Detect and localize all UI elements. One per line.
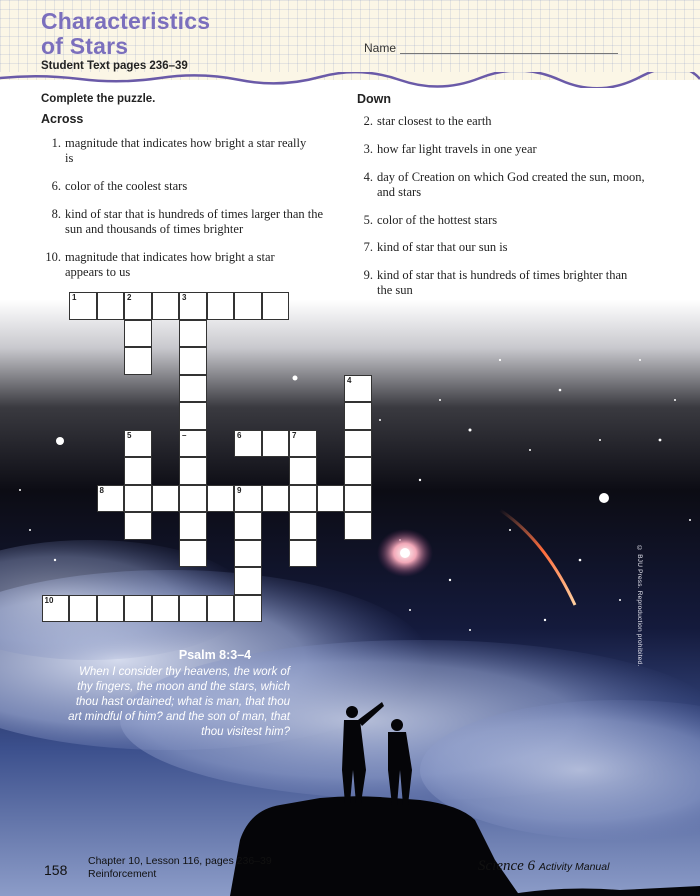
down-clue-7 (353, 240, 653, 255)
clue-number: 9. (363, 268, 373, 282)
crossword-cell[interactable] (179, 375, 207, 403)
clue-text: kind of star that our sun is (377, 240, 508, 254)
crossword-cell[interactable] (207, 595, 235, 623)
cell-number: 5 (127, 430, 132, 440)
crossword-cell[interactable] (344, 512, 372, 540)
crossword-cell[interactable] (289, 457, 317, 485)
crossword-cell[interactable] (344, 430, 372, 458)
crossword-cell[interactable] (124, 430, 152, 458)
clue-number: 10. (45, 250, 61, 264)
name-label: Name (364, 41, 397, 55)
across-heading: Across (41, 112, 84, 126)
crossword-cell[interactable] (262, 430, 290, 458)
cell-number: 6 (237, 430, 242, 440)
clue-number: 6. (51, 179, 61, 193)
clue-text: how far light travels in one year (377, 142, 537, 156)
crossword-cell[interactable] (179, 347, 207, 375)
crossword-cell[interactable] (179, 402, 207, 430)
crossword-cell[interactable] (262, 485, 290, 513)
lesson-line: Chapter 10, Lesson 116, pages 236–39 (88, 855, 272, 867)
across-clue-8 (41, 207, 341, 237)
crossword-cell[interactable] (124, 595, 152, 623)
clue-text: magnitude that indicates how bright a star really is (65, 136, 307, 165)
clue-number: 3. (363, 142, 373, 156)
crossword-cell[interactable] (289, 485, 317, 513)
crossword-cell[interactable] (179, 485, 207, 513)
crossword-cell[interactable] (289, 540, 317, 568)
clue-text: day of Creation on which God created the sun, moon, and stars (377, 170, 645, 199)
page-title-line2: of Stars (41, 33, 129, 59)
clue-text: color of the hottest stars (377, 213, 498, 227)
crossword-cell[interactable] (124, 485, 152, 513)
cell-number: 8 (99, 485, 104, 495)
across-clue-1 (41, 136, 311, 166)
crossword-cell[interactable] (289, 512, 317, 540)
clue-number: 5. (363, 213, 373, 227)
across-clue-6 (41, 179, 331, 194)
crossword-cell[interactable] (234, 595, 262, 623)
crossword-cell[interactable] (234, 540, 262, 568)
crossword-cell[interactable] (69, 595, 97, 623)
crossword-cell[interactable] (289, 430, 317, 458)
crossword-cell[interactable] (179, 320, 207, 348)
crossword-cell[interactable] (234, 430, 262, 458)
cell-number: 4 (347, 375, 352, 385)
book-title (478, 858, 609, 875)
cell-number: 2 (127, 293, 132, 302)
crossword-cell[interactable] (179, 430, 207, 458)
crossword-cell[interactable] (124, 457, 152, 485)
clue-text: kind of star that is hundreds of times larger than the sun and thousands of times brighter (65, 207, 324, 236)
cell-number: – (182, 430, 187, 440)
crossword-cell[interactable] (344, 402, 372, 430)
copyright-notice: © BJU Press. Reproduction prohibited. (636, 545, 643, 667)
psalm-reference: Psalm 8:3–4 (178, 648, 252, 662)
crossword-cell[interactable] (42, 595, 70, 623)
crossword-cell[interactable] (234, 485, 262, 513)
cell-number: 3 (182, 293, 187, 302)
cell-number: 7 (292, 430, 297, 440)
clue-number: 2. (363, 114, 373, 128)
crossword-cell[interactable] (97, 595, 125, 623)
crossword-cell[interactable] (179, 512, 207, 540)
lesson-type: Reinforcement (88, 868, 157, 880)
clue-number: 7. (363, 240, 373, 254)
crossword-cell[interactable] (179, 595, 207, 623)
page-number: 158 (44, 862, 68, 878)
crossword-cell[interactable] (234, 512, 262, 540)
crossword-cell[interactable] (207, 485, 235, 513)
crossword-cell[interactable] (124, 347, 152, 375)
crossword-cell[interactable] (152, 485, 180, 513)
crossword-cell[interactable] (97, 485, 125, 513)
page-subtitle: Student Text pages 236–39 (41, 60, 188, 72)
crossword-cell[interactable] (124, 320, 152, 348)
name-field[interactable] (400, 53, 618, 54)
down-clue-2 (353, 114, 653, 129)
crossword-cell[interactable] (124, 512, 152, 540)
crossword-cell[interactable] (344, 457, 372, 485)
clue-text: magnitude that indicates how bright a star appears to us (65, 250, 275, 279)
crossword-cell[interactable] (179, 292, 207, 320)
page-title-line1: Characteristics (41, 8, 211, 34)
crossword-cell[interactable] (344, 375, 372, 403)
book-title-sub: Activity Manual (538, 861, 610, 873)
clue-number: 4. (363, 170, 373, 184)
crossword-cell[interactable] (234, 292, 262, 320)
across-clue-10 (41, 250, 291, 280)
crossword-cell[interactable] (234, 567, 262, 595)
instructions: Complete the puzzle. (41, 93, 156, 105)
down-clue-3 (353, 142, 653, 157)
clue-number: 1. (51, 136, 61, 150)
down-clue-4 (353, 170, 653, 200)
crossword-cell[interactable] (179, 457, 207, 485)
clue-number: 8. (51, 207, 61, 221)
book-title-main: Science 6 (478, 858, 536, 874)
crossword-cell[interactable] (207, 292, 235, 320)
crossword-cell[interactable] (97, 292, 125, 320)
crossword-cell[interactable] (262, 292, 290, 320)
cell-number: 9 (237, 485, 242, 495)
cell-number: 1 (72, 293, 77, 302)
crossword-cell[interactable] (152, 595, 180, 623)
cell-number: 10 (44, 595, 54, 605)
clue-text: color of the coolest stars (65, 179, 188, 193)
crossword-cell[interactable] (179, 540, 207, 568)
clue-text: star closest to the earth (377, 114, 492, 128)
lesson-reference (88, 855, 272, 881)
down-clue-5 (353, 213, 653, 228)
crossword-cell[interactable] (344, 485, 372, 513)
crossword-cell[interactable] (317, 485, 345, 513)
psalm-text: When I consider thy heavens, the work of thy fingers, the moon and the stars, which thou hast ordained; what is man, that thou art mindful of him? and the son of man, that thou visitest him? (68, 666, 290, 738)
header-torn-edge (0, 72, 700, 88)
crossword-cell[interactable] (124, 292, 152, 320)
down-clue-9 (353, 268, 643, 298)
crossword-cell[interactable] (152, 292, 180, 320)
crossword-cell[interactable] (69, 292, 97, 320)
down-heading: Down (357, 92, 392, 106)
clue-text: kind of star that is hundreds of times brighter than the sun (377, 268, 628, 297)
